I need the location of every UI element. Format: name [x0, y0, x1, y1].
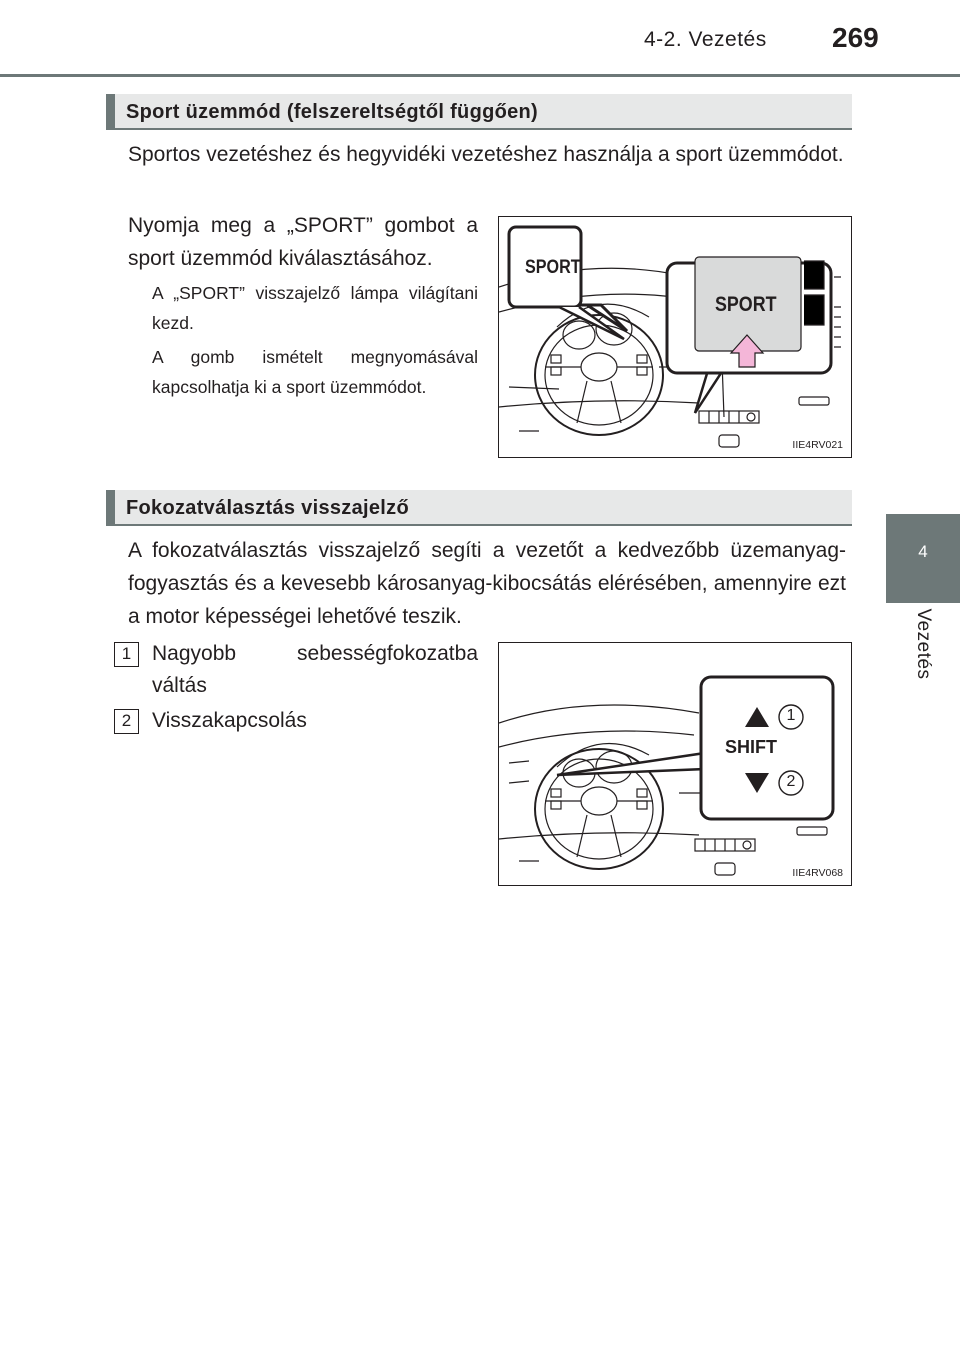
shift-indicator-figure [498, 642, 852, 886]
shift-up-number: 1 [786, 707, 796, 724]
header-rule [0, 74, 960, 77]
chapter-label: Vezetés [913, 608, 934, 680]
heading-bar [106, 94, 115, 128]
chapter-tab [886, 514, 960, 603]
chapter-number: 4 [918, 542, 928, 561]
shift-indicator-heading-text: Fokozatválasztás visszajelző [126, 497, 409, 519]
sport-button-figure [498, 216, 852, 458]
chapter-label-box [886, 602, 960, 686]
sport-callout-label: SPORT [525, 257, 581, 278]
figure-code: IIE4RV021 [792, 439, 843, 451]
sport-mode-heading-text: Sport üzemmód (felszereltségtől függően) [126, 101, 539, 123]
shift-down-number: 2 [786, 773, 796, 790]
item-number-1: 1 [114, 642, 139, 667]
page-number: 269 [832, 22, 879, 53]
item-number-2: 2 [114, 709, 139, 734]
sport-note-2: A gomb ismételt megnyomásával kapcsolhatja ki a sport üzemmódot. [152, 347, 478, 397]
sport-mode-heading [106, 94, 852, 130]
section-title: 4-2. Vezetés [644, 28, 767, 51]
item-text-1: Nagyobb sebességfokozatba váltás [152, 642, 478, 697]
dashboard-illustration [499, 217, 852, 458]
item-text-2: Visszakapcsolás [152, 709, 307, 732]
sport-button-label: SPORT [715, 293, 777, 316]
sport-mode-intro: Sportos vezetéshez és hegyvidéki vezetéshez használja a sport üzemmódot. [128, 143, 844, 166]
sport-note-1: A „SPORT” visszajelző lámpa világítani kezd. [152, 283, 478, 333]
shift-indicator-intro: A fokozatválasztás visszajelző segíti a vezetőt a kedvezőbb üzemanyag-fogyasztás és a kevesebb károsanyag-kibocsátás elérésében, amennyire ezt a motor képességei lehetővé teszik. [128, 539, 846, 628]
shift-label: SHIFT [725, 737, 777, 757]
sport-mode-instruction: Nyomja meg a „SPORT” gombot a sport üzemmód kiválasztásához. [128, 214, 478, 270]
figure-code: IIE4RV068 [792, 867, 843, 879]
shift-indicator-heading [106, 490, 852, 526]
dashboard-illustration [499, 643, 852, 886]
heading-bar [106, 490, 115, 524]
